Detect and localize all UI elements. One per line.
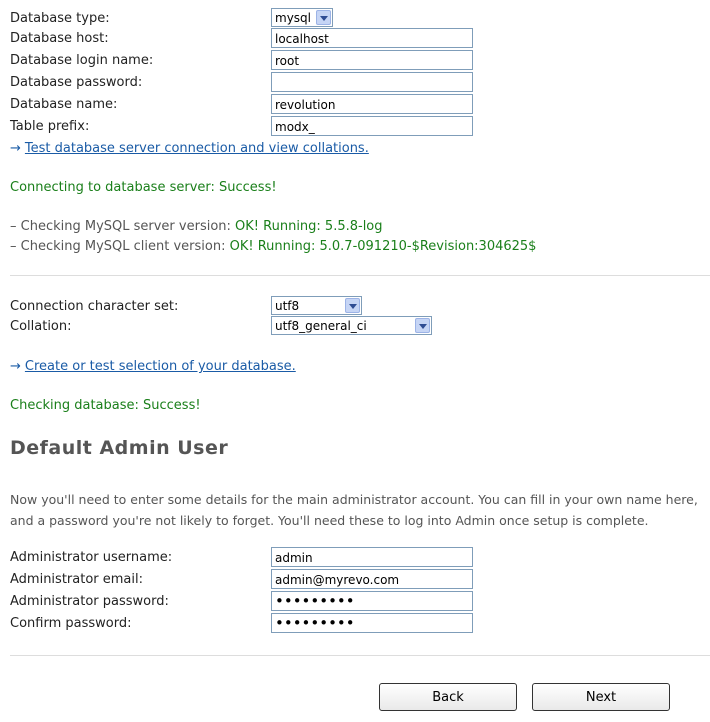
collation-value: utf8_general_ci (275, 319, 367, 333)
db-password-input[interactable] (271, 72, 473, 92)
divider (10, 655, 710, 656)
chevron-down-icon[interactable] (345, 298, 360, 313)
test-connection-line (10, 141, 369, 156)
client-check-result: OK! Running: 5.0.7-091210-$Revision:304625$ (229, 239, 537, 254)
charset-label: Connection character set: (10, 299, 179, 314)
admin-heading: Default Admin User (10, 437, 229, 459)
db-login-label: Database login name: (10, 53, 154, 68)
db-type-value: mysql (275, 11, 311, 25)
db-host-input[interactable]: localhost (271, 28, 473, 48)
db-prefix-row (10, 116, 480, 138)
db-name-input[interactable]: revolution (271, 94, 473, 114)
chevron-down-icon[interactable] (316, 10, 331, 25)
create-database-link[interactable]: Create or test selection of your database. (24, 359, 296, 374)
db-login-input[interactable]: root (271, 50, 473, 70)
db-type-row (10, 8, 480, 30)
confirm-password-input[interactable]: ••••••••• (271, 613, 473, 633)
confirm-password-row (10, 613, 480, 635)
create-database-line (10, 359, 296, 374)
next-button[interactable]: Next (532, 683, 670, 711)
charset-value: utf8 (275, 299, 300, 313)
client-check-prefix: – Checking MySQL client version: (10, 239, 226, 254)
admin-password-input[interactable]: ••••••••• (271, 591, 473, 611)
back-button[interactable]: Back (379, 683, 517, 711)
server-version-check (10, 219, 383, 234)
admin-password-row (10, 591, 480, 613)
db-type-label: Database type: (10, 11, 110, 26)
chevron-down-icon[interactable] (415, 318, 430, 333)
db-name-row (10, 94, 480, 116)
db-name-label: Database name: (10, 97, 118, 112)
admin-email-label: Administrator email: (10, 572, 143, 587)
db-host-row (10, 28, 480, 50)
database-status: Checking database: Success! (10, 398, 201, 413)
collation-row (10, 316, 480, 338)
admin-username-row (10, 547, 480, 569)
admin-username-input[interactable]: admin (271, 547, 473, 567)
admin-email-row (10, 569, 480, 591)
admin-intro: Now you'll need to enter some details for the main administrator account. You can fill in your own name here, and a password you're not likely to forget. You'll need these to log into Admin once setup is complete. (10, 492, 698, 528)
admin-email-input[interactable]: admin@myrevo.com (271, 569, 473, 589)
db-prefix-input[interactable]: modx_ (271, 116, 473, 136)
db-prefix-label: Table prefix: (10, 119, 90, 134)
server-check-prefix: – Checking MySQL server version: (10, 219, 231, 234)
charset-select[interactable] (271, 296, 362, 315)
admin-password-label: Administrator password: (10, 594, 169, 609)
db-login-row (10, 50, 480, 72)
arrow-right-icon: → (10, 359, 21, 374)
collation-label: Collation: (10, 319, 72, 334)
arrow-right-icon: → (10, 141, 21, 156)
admin-username-label: Administrator username: (10, 550, 173, 565)
db-host-label: Database host: (10, 31, 109, 46)
charset-row (10, 296, 480, 318)
collation-select[interactable] (271, 316, 432, 335)
divider (10, 275, 710, 276)
client-version-check (10, 239, 536, 254)
db-password-label: Database password: (10, 75, 143, 90)
confirm-password-label: Confirm password: (10, 616, 132, 631)
db-type-select[interactable] (271, 8, 333, 27)
test-connection-link[interactable]: Test database server connection and view collations. (24, 141, 369, 156)
server-check-result: OK! Running: 5.5.8-log (235, 219, 383, 234)
db-password-row (10, 72, 480, 94)
connect-status: Connecting to database server: Success! (10, 180, 277, 195)
